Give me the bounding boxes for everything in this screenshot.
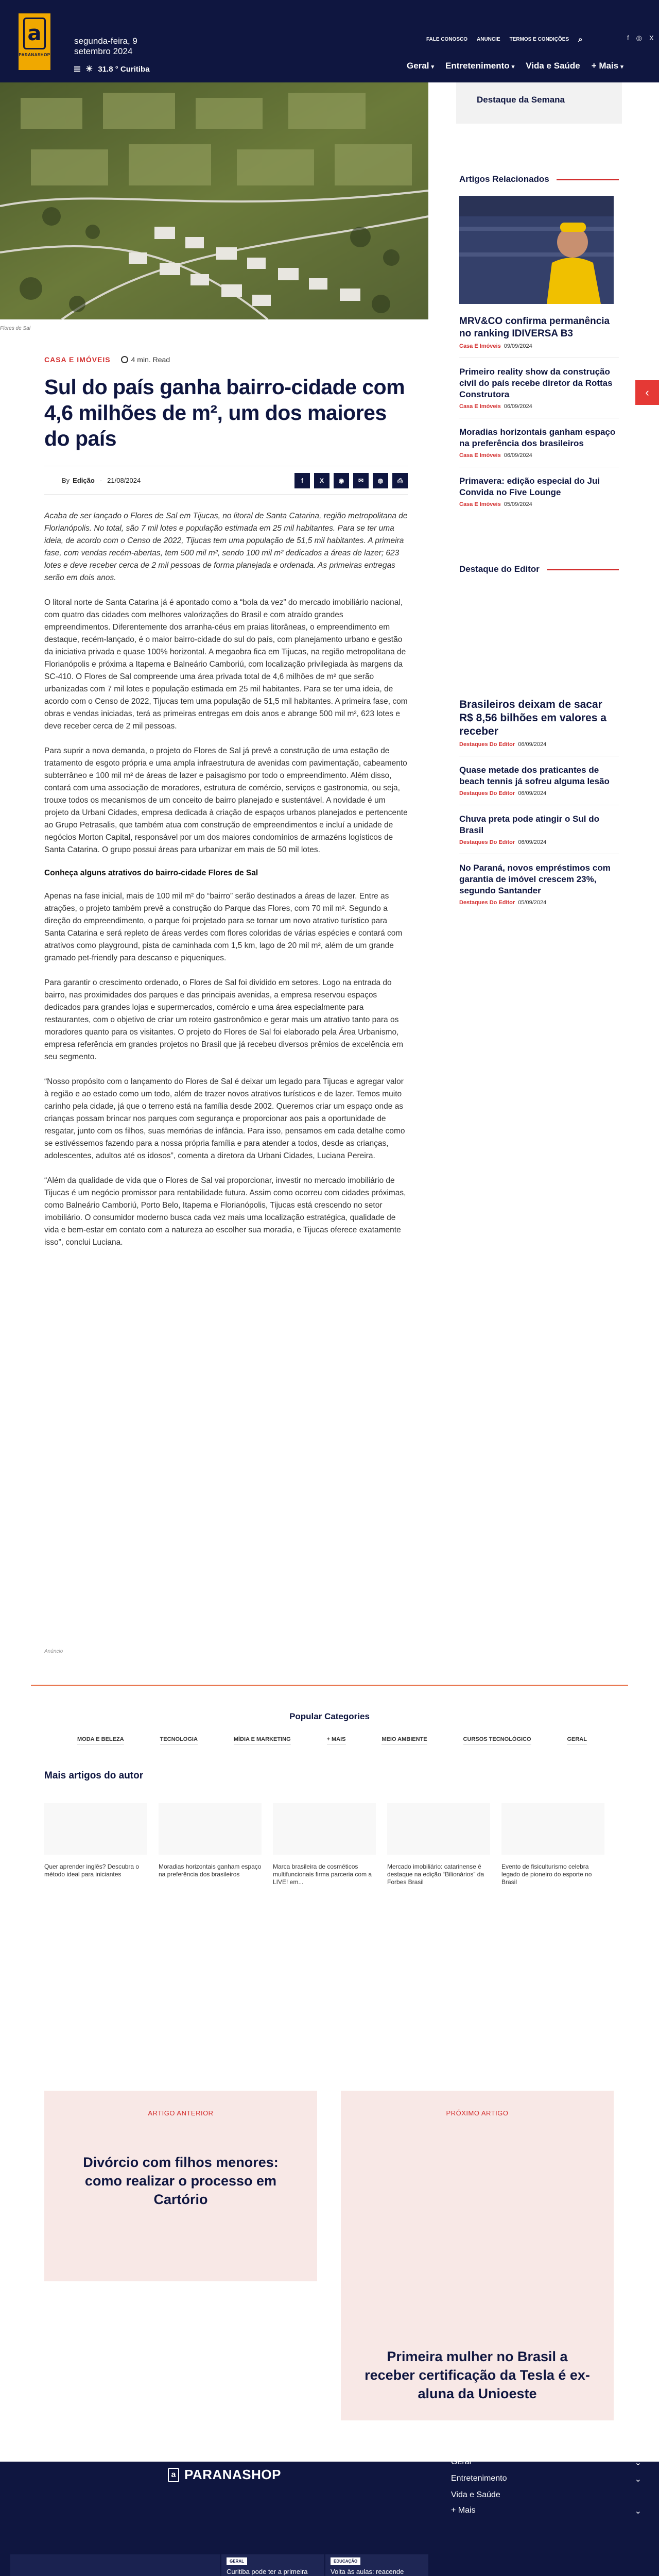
prev-article-title[interactable]: Divórcio com filhos menores: como realizar o processo em Cartório	[83, 2155, 279, 2207]
byline	[44, 466, 408, 495]
related-item[interactable]	[459, 315, 619, 349]
instagram-icon[interactable]: ◎	[636, 34, 642, 42]
editor-item-date: 06/09/2024	[518, 790, 547, 796]
site-logo[interactable]	[19, 13, 50, 70]
footer-logo[interactable]	[168, 2467, 281, 2483]
weekly-highlight-label: Destaque da Semana	[477, 95, 565, 105]
hero-caption: Flores de Sal	[0, 326, 30, 331]
related-item-title[interactable]: MRV&CO confirma permanência no ranking IDIVERSA B3	[459, 316, 610, 339]
footer-menu	[451, 2458, 641, 2516]
chevron-down-icon: ⌄	[634, 2459, 641, 2467]
related-title	[459, 174, 619, 184]
editor-block	[459, 564, 619, 906]
popcat-item[interactable]	[327, 1736, 346, 1742]
footer-menu-item[interactable]	[451, 2458, 641, 2468]
related-block	[459, 174, 619, 507]
chevron-down-icon: ▾	[511, 64, 515, 70]
editor-item-category[interactable]: Destaques Do Editor	[459, 790, 515, 796]
editor-item[interactable]	[459, 814, 619, 845]
related-item-date: 05/09/2024	[504, 501, 532, 507]
footer-featured-card[interactable]	[10, 2554, 220, 2576]
card-image[interactable]	[273, 1803, 376, 1855]
hero-image	[0, 82, 428, 319]
read-time-text: 4 min. Read	[131, 355, 170, 364]
prev-article-card[interactable]	[44, 2091, 317, 2281]
weekly-highlight-title	[477, 95, 601, 105]
byline-separator: -	[99, 476, 102, 484]
card-image[interactable]	[44, 1803, 147, 1855]
card-title[interactable]: Curitiba pode ter a primeira	[227, 2568, 308, 2575]
popcat-item[interactable]	[160, 1736, 198, 1742]
nav-entretenimento[interactable]	[445, 61, 514, 71]
popcat-label: GERAL	[567, 1736, 587, 1744]
header-social	[627, 34, 654, 42]
sidebar	[459, 82, 619, 906]
related-item-title[interactable]: Primavera: edição especial do Jui Convida no Five Lounge	[459, 476, 600, 497]
related-item-category[interactable]: Casa E Imóveis	[459, 452, 501, 459]
search-icon[interactable]: ⌕	[578, 35, 583, 44]
toplink-advertise[interactable]: ANUNCIE	[477, 37, 500, 42]
chevron-down-icon: ⌄	[634, 2507, 641, 2516]
card-title[interactable]: Evento de fisiculturismo celebra legado de pioneiro do esporte no Brasil	[501, 1863, 592, 1886]
article-paragraph: Para suprir a nova demanda, o projeto do Flores de Sal já prevê a construção de uma estação de tratamento de esgoto própria e uma ampla infraestrutura de avenidas com pavimentação, cabeamento subterrâneo e 100 mil m² de áreas de lazer e paisagismo por todo o empreendimento. Além disso, contará com uma associação de moradores, estrutura de comércio, serviços e gastronomia, ou seja, trouxe todos os mecanismos de um conceito de bairro planejado e sustentável. A novidade é um projeto da Urbani Cidades, empresa dedicada à criação de espaços urbanos planejados e pertencente ao Grupo Petrasalis, que também atua com construção de empreendimentos e incluí a unidade de negócios Morton Capital, responsável por um dos maiores condomínios de armazéns logísticos de Santa Catarina. O grupo possui áreas para urbanizar em mais de 50 mil lotes.	[44, 747, 408, 854]
next-article-label: PRÓXIMO ARTIGO	[446, 2109, 509, 2117]
related-item-meta	[459, 501, 619, 507]
menu-icon[interactable]	[74, 66, 80, 72]
card-image[interactable]	[387, 1803, 490, 1855]
share-print-icon[interactable]: ⎙	[392, 473, 408, 488]
editor-item-title[interactable]: Brasileiros deixam de sacar R$ 8,56 bilhões em valores a receber	[459, 699, 606, 737]
popcat-label: TECNOLOGIA	[160, 1736, 198, 1744]
editor-item[interactable]	[459, 765, 619, 796]
related-item-title[interactable]: Primeiro reality show da construção civil do país recebe diretor da Rottas Construtora	[459, 367, 613, 399]
article-date: 21/08/2024	[107, 476, 141, 484]
editor-item-category[interactable]: Destaques Do Editor	[459, 741, 515, 748]
related-item[interactable]	[459, 366, 619, 410]
footer-news-card[interactable]	[221, 2554, 324, 2576]
share-x-icon[interactable]: X	[314, 473, 330, 488]
card-title[interactable]: Volta às aulas: reacende	[331, 2568, 404, 2575]
more-by-author-title: Mais artigos do autor	[44, 1770, 144, 1781]
more-by-author	[44, 1803, 616, 1886]
site-header	[0, 0, 659, 82]
editor-item-date: 05/09/2024	[518, 900, 547, 906]
chevron-down-icon: ⌄	[634, 2475, 641, 2484]
editor-item-category[interactable]: Destaques Do Editor	[459, 900, 515, 906]
next-article-title[interactable]: Primeira mulher no Brasil a receber certificação da Tesla é ex-aluna da Unioeste	[365, 2349, 590, 2401]
related-item-category[interactable]: Casa E Imóveis	[459, 403, 501, 410]
site-footer	[0, 2458, 659, 2576]
read-time	[121, 355, 170, 364]
toplink-terms[interactable]: TERMOS E CONDIÇÕES	[509, 37, 569, 42]
share-whatsapp-icon[interactable]: ◉	[334, 473, 349, 488]
logo-text: PARANASHOP	[19, 53, 50, 57]
sun-icon: ☀	[85, 65, 93, 74]
related-item-meta	[459, 452, 619, 459]
footer-menu-item[interactable]	[451, 2474, 641, 2484]
popcat-item[interactable]	[234, 1736, 291, 1742]
author-article-card[interactable]	[273, 1803, 376, 1886]
share-link-icon[interactable]: ◍	[373, 473, 388, 488]
nav-entretenimento-label: Entretenimento	[445, 61, 510, 71]
popcat-label: + MAIS	[327, 1736, 346, 1744]
article-paragraph: O litoral norte de Santa Catarina já é apontado como a “bola da vez” do mercado imobiliário nacional, com quatro das cidades com melhores valorizações do Brasil e com atraído grandes empreendimentos. Diferentemente dos arranha-céus em praias litorâneas, o empreendimento em destaque, recém-lançado, é o maior bairro-cidade do sul do país, com planejamento urbano e gestão da iniciativa privada e quase 100% horizontal. A megaobra fica em Tijucas, na região metropolitana de Florianópolis e próxima a Itapema e Balneário Camboriú, com localização privilegiada às margens da SC-410. O Flores de Sal compreende uma área privada total de 4,6 milhões de m² que serão urbanizadas com 7 mil lotes e população estimada em 25 mil habitantes. Para se ter uma ideia, de acordo com o Censo de 2022, Tijucas tem uma população de 51,5 mil habitantes. A primeira fase, com obras e vendas iniciadas, terá as primeiras entregas em dois anos e abrange 500 mil m², 623 lotes e deve receber cerca de 2 mil pessoas.	[44, 598, 408, 731]
nav-mais-label: + Mais	[591, 61, 619, 71]
editor-item-meta	[459, 839, 619, 845]
card-title[interactable]: Quer aprender inglês? Descubra o método ideal para iniciantes	[44, 1863, 140, 1878]
card-title[interactable]: Moradias horizontais ganham espaço na preferência dos brasileiros	[159, 1863, 262, 1878]
toplink-contact[interactable]: FALE CONOSCO	[426, 37, 468, 42]
popcat-item[interactable]	[381, 1736, 427, 1742]
chevron-down-icon: ▾	[431, 64, 435, 70]
by-label: By	[62, 476, 70, 484]
related-item-category[interactable]: Casa E Imóveis	[459, 501, 501, 507]
article-paragraph: “Nosso propósito com o lançamento do Flores de Sal é deixar um legado para Tijucas e agregar valor à região e ao estado como um todo, além de trazer novos atrativos turísticos e de lazer. Temos muito carinho pela cidade, já que o terreno está na família desde 2002. Queremos criar um espaço onde as crianças possam brincar nos parques com segurança e proporcionar aos pais a oportunidade de resgatar, junto com os filhos, suas memórias de infância. Para isso, pensamos em cada detalhe como se estivéssemos fazendo para a nossa própria família e para atender a todos, desde as crianças, adolescentes, adultos até os idosos”, comenta a diretora da Urbani Cidades, Luciana Pereira.	[44, 1077, 405, 1160]
card-image[interactable]	[159, 1803, 262, 1855]
popular-categories-title: Popular Categories	[289, 1711, 370, 1721]
related-image[interactable]	[459, 196, 614, 304]
main-content	[0, 82, 659, 1649]
author-link[interactable]: Edição	[73, 476, 95, 484]
header-date: segunda-feira, 9 setembro 2024	[74, 36, 137, 56]
related-item[interactable]	[459, 476, 619, 507]
footer-logo-text: PARANASHOP	[184, 2467, 281, 2482]
editor-item-date: 06/09/2024	[518, 741, 547, 748]
card-image[interactable]	[501, 1803, 604, 1855]
editor-title	[459, 564, 619, 574]
popcat-label: MÍDIA E MARKETING	[234, 1736, 291, 1744]
category-badge[interactable]: CASA E IMÓVEIS	[44, 355, 111, 364]
editor-item-date: 06/09/2024	[518, 839, 547, 845]
footer-menu-item[interactable]	[451, 2506, 641, 2516]
related-item[interactable]	[459, 427, 619, 459]
related-label: Artigos Relacionados	[459, 174, 549, 184]
article-lede: Acaba de ser lançado o Flores de Sal em Tijucas, no litoral de Santa Catarina, região metropolitana de Florianópolis. No total, são 7 mil lotes e população estimada em 25 mil habitantes. Para se ter uma ideia, de acordo com o Censo de 2022, Tijucas tem uma população de 51,5 mil habitantes. A primeira fase, com vendas recém-abertas, tem 500 mil m², sendo 100 mil m² dedicados a áreas de lazer; 623 lotes e deve receber cerca de 2 mil pessoas de forma planejada e ordenada. As primeiras entregas serão em dois anos.	[44, 512, 408, 582]
footer-logo-glyph: a	[168, 2468, 179, 2482]
article-paragraph: Apenas na fase inicial, mais de 100 mil m² do “bairro” serão destinados a áreas de lazer. Entre as atrações, o projeto também prevê a construção do Parque das Flores, com 70 mil m². Segundo a direção do empreendimento, o parque foi projetado para se tornar um novo atrativo turístico para Santa Catarina e será repleto de áreas verdes com flores coloridas de várias espécies e contará com atrativos como playground, pista de caminhada com 1,5 km, lago de 20 mil m², além de um grande gramado pet-friendly para descanso e piqueniques.	[44, 892, 403, 962]
editor-item-title[interactable]: Quase metade dos praticantes de beach tennis já sofreu alguma lesão	[459, 765, 610, 786]
article-paragraph: Para garantir o crescimento ordenado, o Flores de Sal foi dividido em setores. Logo na entrada do bairro, nas proximidades dos parques e das principais avenidas, a empresa reservou espaços dedicados para grandes lojas e supermercados, comércio e uma área especialmente para restaurantes, com o objetivo de criar um roteiro gastronômico e gerar mais um atrativo tanto para os moradores quanto para os visitantes. O projeto do Flores de Sal foi elaborado pela Área Urbanismo, empresa referência em grandes projetos no Brasil que já recebeu diversos prêmios de excelência em seu segmento.	[44, 978, 404, 1061]
article-subheading: Conheça alguns atrativos do bairro-cidade Flores de Sal	[44, 869, 258, 877]
card-title[interactable]: Marca brasileira de cosméticos multifuncionais firma parceria com a LIVE! em...	[273, 1863, 372, 1886]
card-tag[interactable]: EDUCAÇÃO	[331, 2557, 360, 2565]
nav-geral[interactable]	[407, 61, 434, 71]
main-nav	[407, 61, 623, 71]
related-item-title[interactable]: Moradias horizontais ganham espaço na preferência dos brasileiros	[459, 427, 616, 448]
related-item-date: 06/09/2024	[504, 403, 532, 410]
clock-icon	[121, 356, 128, 363]
title-underline	[557, 179, 619, 180]
weather-text: 31.8 ° Curitiba	[98, 64, 150, 74]
card-tag[interactable]: GERAL	[227, 2557, 247, 2565]
related-item-date: 06/09/2024	[504, 452, 532, 459]
editor-item-title[interactable]: Chuva preta pode atingir o Sul do Brasil	[459, 814, 600, 835]
related-item-date: 09/09/2024	[504, 343, 532, 349]
weekly-highlight-box	[456, 82, 622, 124]
editor-label: Destaque do Editor	[459, 564, 540, 574]
footer-menu-label: Vida e Saúde	[451, 2490, 500, 2499]
facebook-icon[interactable]: f	[627, 34, 629, 42]
footer-menu-label: + Mais	[451, 2506, 476, 2515]
section-divider	[31, 1685, 628, 1686]
article-paragraph: “Além da qualidade de vida que o Flores de Sal vai proporcionar, investir no mercado imobiliário de Tijucas é um negócio promissor para rentabilidade futura. Assim como ocorreu com cidades próximas, como Balneário Camboriú, Porto Belo, Itapema e Florianópolis, Tijucas está crescendo no setor imobiliário. O consumidor moderno busca cada vez mais uma localização estratégica, qualidade de vida e bem-estar em contato com a natureza ao escolher sua moradia, e Tijucas oferece exatamente isso”, conclui Luciana.	[44, 1176, 406, 1247]
popcat-label: CURSOS TECNOLÓGICO	[463, 1736, 531, 1744]
prev-next-nav	[44, 2091, 614, 2420]
ad-label: Anúncio	[44, 1649, 63, 1654]
chevron-down-icon: ▾	[620, 64, 623, 70]
side-toggle-button[interactable]	[635, 380, 659, 405]
popcat-label: MODA E BELEZA	[77, 1736, 124, 1744]
author-article-card[interactable]	[387, 1803, 490, 1886]
top-links	[426, 35, 583, 44]
related-item-meta	[459, 343, 619, 349]
editor-item-meta	[459, 900, 619, 906]
editor-item-title[interactable]: No Paraná, novos empréstimos com garantia de imóvel crescem 23%, segundo Santander	[459, 863, 611, 895]
popcat-item[interactable]	[463, 1736, 531, 1742]
x-icon[interactable]: X	[649, 34, 654, 42]
footer-menu-label: Geral	[451, 2458, 472, 2466]
editor-item[interactable]	[459, 862, 619, 906]
footer-menu-item[interactable]	[451, 2490, 641, 2500]
author-article-card[interactable]	[501, 1803, 604, 1886]
related-item-category[interactable]: Casa E Imóveis	[459, 343, 501, 349]
footer-news-card[interactable]	[325, 2554, 428, 2576]
popcat-item[interactable]	[567, 1736, 587, 1742]
editor-item[interactable]	[459, 698, 619, 748]
chevron-left-icon: ‹	[645, 386, 649, 399]
card-title[interactable]: Mercado imobiliário: catarinense é destaque na edição “Bilionários” da Forbes Brasil	[387, 1863, 484, 1886]
footer-menu-label: Entretenimento	[451, 2474, 507, 2483]
title-underline	[547, 569, 619, 570]
prev-article-label: ARTIGO ANTERIOR	[148, 2109, 214, 2117]
logo-glyph: a	[23, 18, 46, 49]
share-facebook-icon[interactable]: f	[294, 473, 310, 488]
header-weather	[74, 64, 150, 74]
nav-vida-saude[interactable]: Vida e Saúde	[526, 61, 580, 71]
popular-categories	[77, 1736, 587, 1742]
author-article-card[interactable]	[159, 1803, 262, 1886]
editor-item-meta	[459, 741, 619, 748]
popcat-item[interactable]	[77, 1736, 124, 1742]
popcat-label: MEIO AMBIENTE	[381, 1736, 427, 1744]
editor-item-meta	[459, 790, 619, 796]
editor-item-category[interactable]: Destaques Do Editor	[459, 839, 515, 845]
article-title: Sul do país ganha bairro-cidade com 4,6 milhões de m², um dos maiores do país	[44, 375, 405, 450]
author-article-card[interactable]	[44, 1803, 147, 1886]
share-buttons	[294, 473, 408, 488]
share-email-icon[interactable]: ✉	[353, 473, 369, 488]
next-article-card[interactable]	[341, 2091, 614, 2420]
article-meta	[44, 355, 408, 364]
related-item-meta	[459, 403, 619, 410]
article	[44, 355, 408, 1249]
nav-mais[interactable]	[592, 61, 623, 71]
nav-geral-label: Geral	[407, 61, 429, 71]
